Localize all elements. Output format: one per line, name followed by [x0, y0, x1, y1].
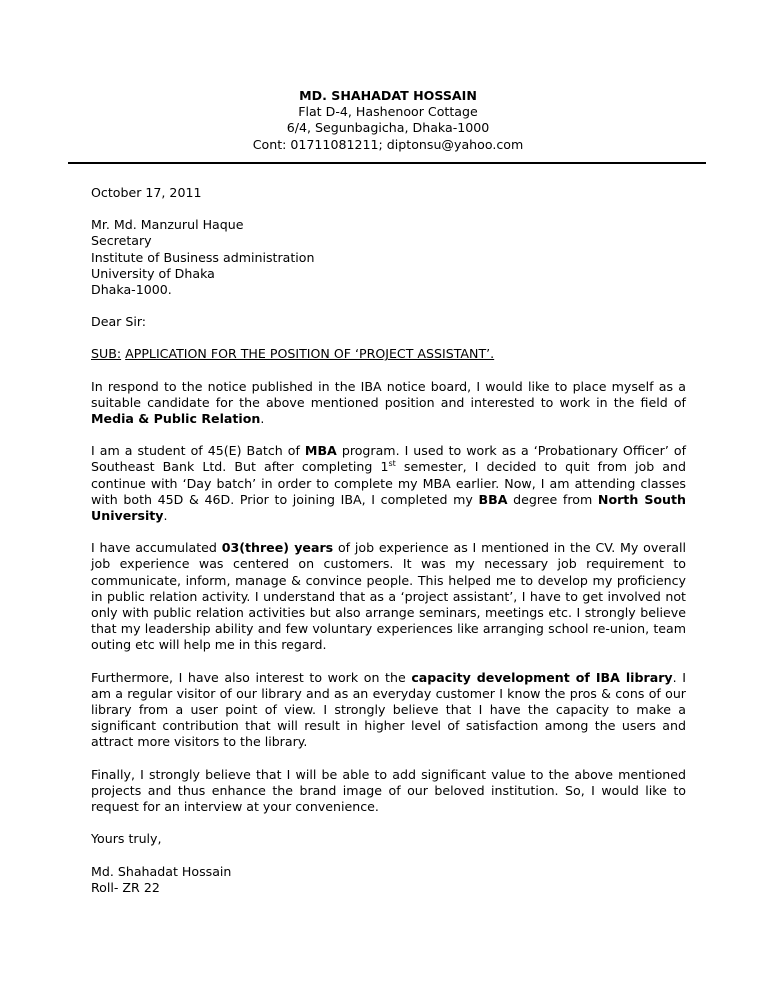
recipient-title: Secretary [91, 233, 152, 249]
signature-block [91, 864, 686, 896]
para2-bold-university: North South University [91, 491, 687, 524]
sender-address-line-2: 6/4, Segunbagicha, Dhaka-1000 [286, 120, 490, 136]
para2-ordinal: st [388, 459, 396, 469]
para2-text-4: degree from [507, 491, 598, 507]
paragraph-2 [91, 443, 686, 524]
letter-body [91, 185, 686, 896]
para1-end: . [260, 411, 265, 427]
recipient-block [91, 217, 686, 298]
para1-text: In respond to the notice published in the IBA notice board, I would like to place myself as a suitable candidate for the above mentioned position and interested to work in the field of [91, 378, 686, 410]
recipient-city: Dhaka-1000. [91, 282, 172, 298]
para4-bold-library: capacity development of IBA library [411, 669, 673, 685]
subject-line [91, 346, 686, 362]
para4-text-1: Furthermore, I have also interest to work on the [91, 669, 412, 685]
paragraph-1 [91, 379, 686, 428]
para2-bold-bba: BBA [478, 491, 508, 507]
para2-bold-mba: MBA [304, 443, 337, 459]
sender-name: MD. SHAHADAT HOSSAIN [299, 88, 477, 103]
para2-text-2: program. I used to work as a ‘Probationary Officer’ of Southeast Bank Ltd. But after completing 1 [91, 443, 687, 475]
salutation: Dear Sir: [91, 314, 147, 330]
paragraph-4 [91, 670, 686, 751]
recipient-university: University of Dhaka [91, 265, 215, 281]
signature-name: Md. Shahadat Hossain [91, 863, 232, 879]
para4-text-2: . I am a regular visitor of our library and as an everyday customer I know the pros & cons of our library from a user point of view. I strongly believe that I have the capacity to make a significant contribution that will result in higher level of satisfaction among the users and attract more visitors to the library. [91, 669, 686, 750]
subject-label: SUB: [91, 346, 122, 362]
para2-end: . [163, 508, 168, 524]
recipient-org: Institute of Business administration [91, 249, 315, 265]
para2-text-1: I am a student of 45(E) Batch of [91, 443, 305, 459]
paragraph-5: Finally, I strongly believe that I will be able to add significant value to the above mentioned projects and thus enhance the brand image of our beloved institution. So, I would like to request for an interview at your convenience. [91, 766, 686, 815]
recipient-name: Mr. Md. Manzurul Haque [91, 217, 244, 233]
sender-contact: Cont: 01711081211; diptonsu@yahoo.com [252, 136, 524, 152]
signature-roll: Roll- ZR 22 [91, 879, 160, 895]
para3-text-1: I have accumulated [91, 540, 222, 556]
letterhead [0, 88, 768, 153]
closing: Yours truly, [91, 831, 162, 847]
para3-text-2: of job experience as I mentioned in the CV. My overall job experience was centered on customers. It was my necessary job requirement to communicate, inform, manage & convince people. This helped me to develop my proficiency in public relation activity. I understand that as a ‘project assistant’, I have to get involved not only with public relation activities but also arrange seminars, meetings etc. I strongly believe that my leadership ability and few voluntary experiences like arranging school re-union, team outing etc will help me in this regard. [91, 540, 686, 653]
para3-bold-years: 03(three) years [221, 540, 334, 556]
sender-address-line-1: Flat D-4, Hashenoor Cottage [298, 104, 478, 120]
para2-text-3: semester, I decided to quit from job and continue with ‘Day batch’ in order to complete my MBA earlier. Now, I am attending classes with both 45D & 46D. Prior to joining IBA, I completed my [91, 459, 686, 507]
paragraph-3 [91, 540, 686, 653]
subject-text: APPLICATION FOR THE POSITION OF ‘PROJECT ASSISTANT’. [125, 346, 495, 362]
para1-bold-field: Media & Public Relation [91, 411, 261, 427]
letter-date: October 17, 2011 [91, 185, 202, 200]
letterhead-divider [68, 162, 706, 164]
